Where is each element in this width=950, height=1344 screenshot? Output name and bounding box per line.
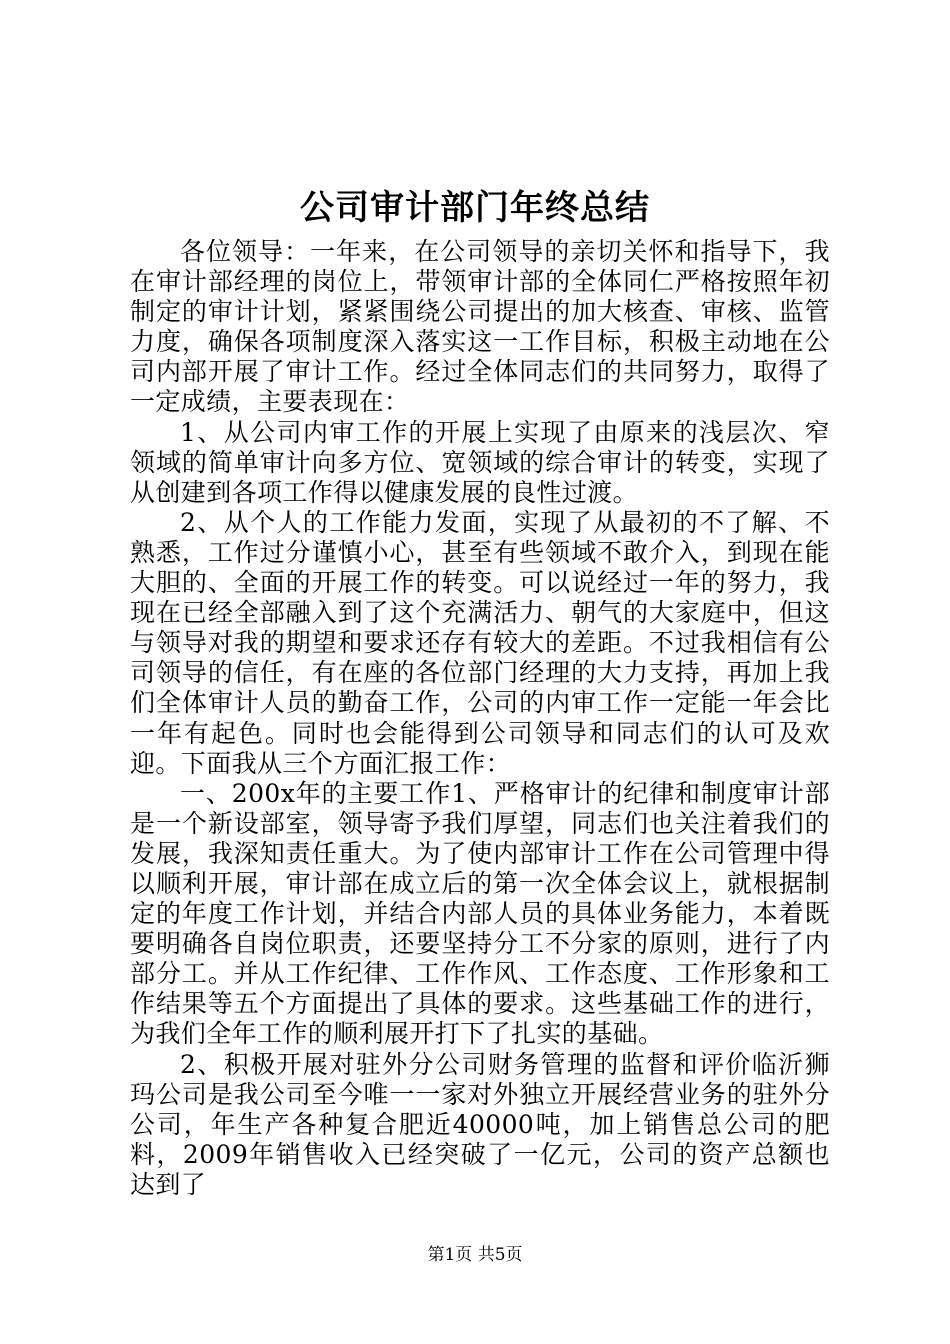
paragraph-greeting: 各位领导：一年来，在公司领导的亲切关怀和指导下，我在审计部经理的岗位上，带领审计部的全体同仁严格按照年初制定的审计计划，紧紧围绕公司提出的加大核查、审核、监管力度，确保各项制度深入落实这一工作目标，积极主动地在公司内部开展了审计工作。经过全体同志们的共同努力，取得了一定成绩，主要表现在： bbox=[130, 237, 830, 417]
paragraph-section-1: 一、200x年的主要工作1、严格审计的纪律和制度审计部是一个新设部室，领导寄予我们厚望，同志们也关注着我们的发展，我深知责任重大。为了使内部审计工作在公司管理中得以顺利开展，审计部在成立后的第一次全体会议上，就根据制定的年度工作计划，并结合内部人员的具体业务能力，本着既要明确各自岗位职责，还要坚持分工不分家的原则，进行了内部分工。并从工作纪律、工作作风、工作态度、工作形象和工作结果等五个方面提出了具体的要求。这些基础工作的进行，为我们全年工作的顺利展开打下了扎实的基础。 bbox=[130, 778, 830, 1049]
paragraph-point-2: 2、从个人的工作能力发面，实现了从最初的不了解、不熟悉，工作过分谨慎小心，甚至有些领域不敢介入，到现在能大胆的、全面的开展工作的转变。可以说经过一年的努力，我现在已经全部融入到了这个充满活力、朝气的大家庭中，但这与领导对我的期望和要求还存有较大的差距。不过我相信有公司领导的信任，有在座的各位部门经理的大力支持，再加上我们全体审计人员的勤奋工作，公司的内审工作一定能一年会比一年有起色。同时也会能得到公司领导和同志们的认可及欢迎。下面我从三个方面汇报工作： bbox=[130, 507, 830, 778]
document-title: 公司审计部门年终总结 bbox=[300, 188, 650, 228]
document-body bbox=[130, 237, 830, 1200]
paragraph-point-1: 1、从公司内审工作的开展上实现了由原来的浅层次、窄领域的简单审计向多方位、宽领域的综合审计的转变，实现了从创建到各项工作得以健康发展的良性过渡。 bbox=[130, 417, 830, 507]
page-footer: 第1页 共5页 bbox=[427, 1245, 523, 1265]
paragraph-section-1-item-2: 2、积极开展对驻外分公司财务管理的监督和评价临沂狮玛公司是我公司至今唯一一家对外独立开展经营业务的驻外分公司，年生产各种复合肥近40000吨，加上销售总公司的肥料，2009年销售收入已经突破了一亿元，公司的资产总额也达到了 bbox=[130, 1049, 830, 1199]
